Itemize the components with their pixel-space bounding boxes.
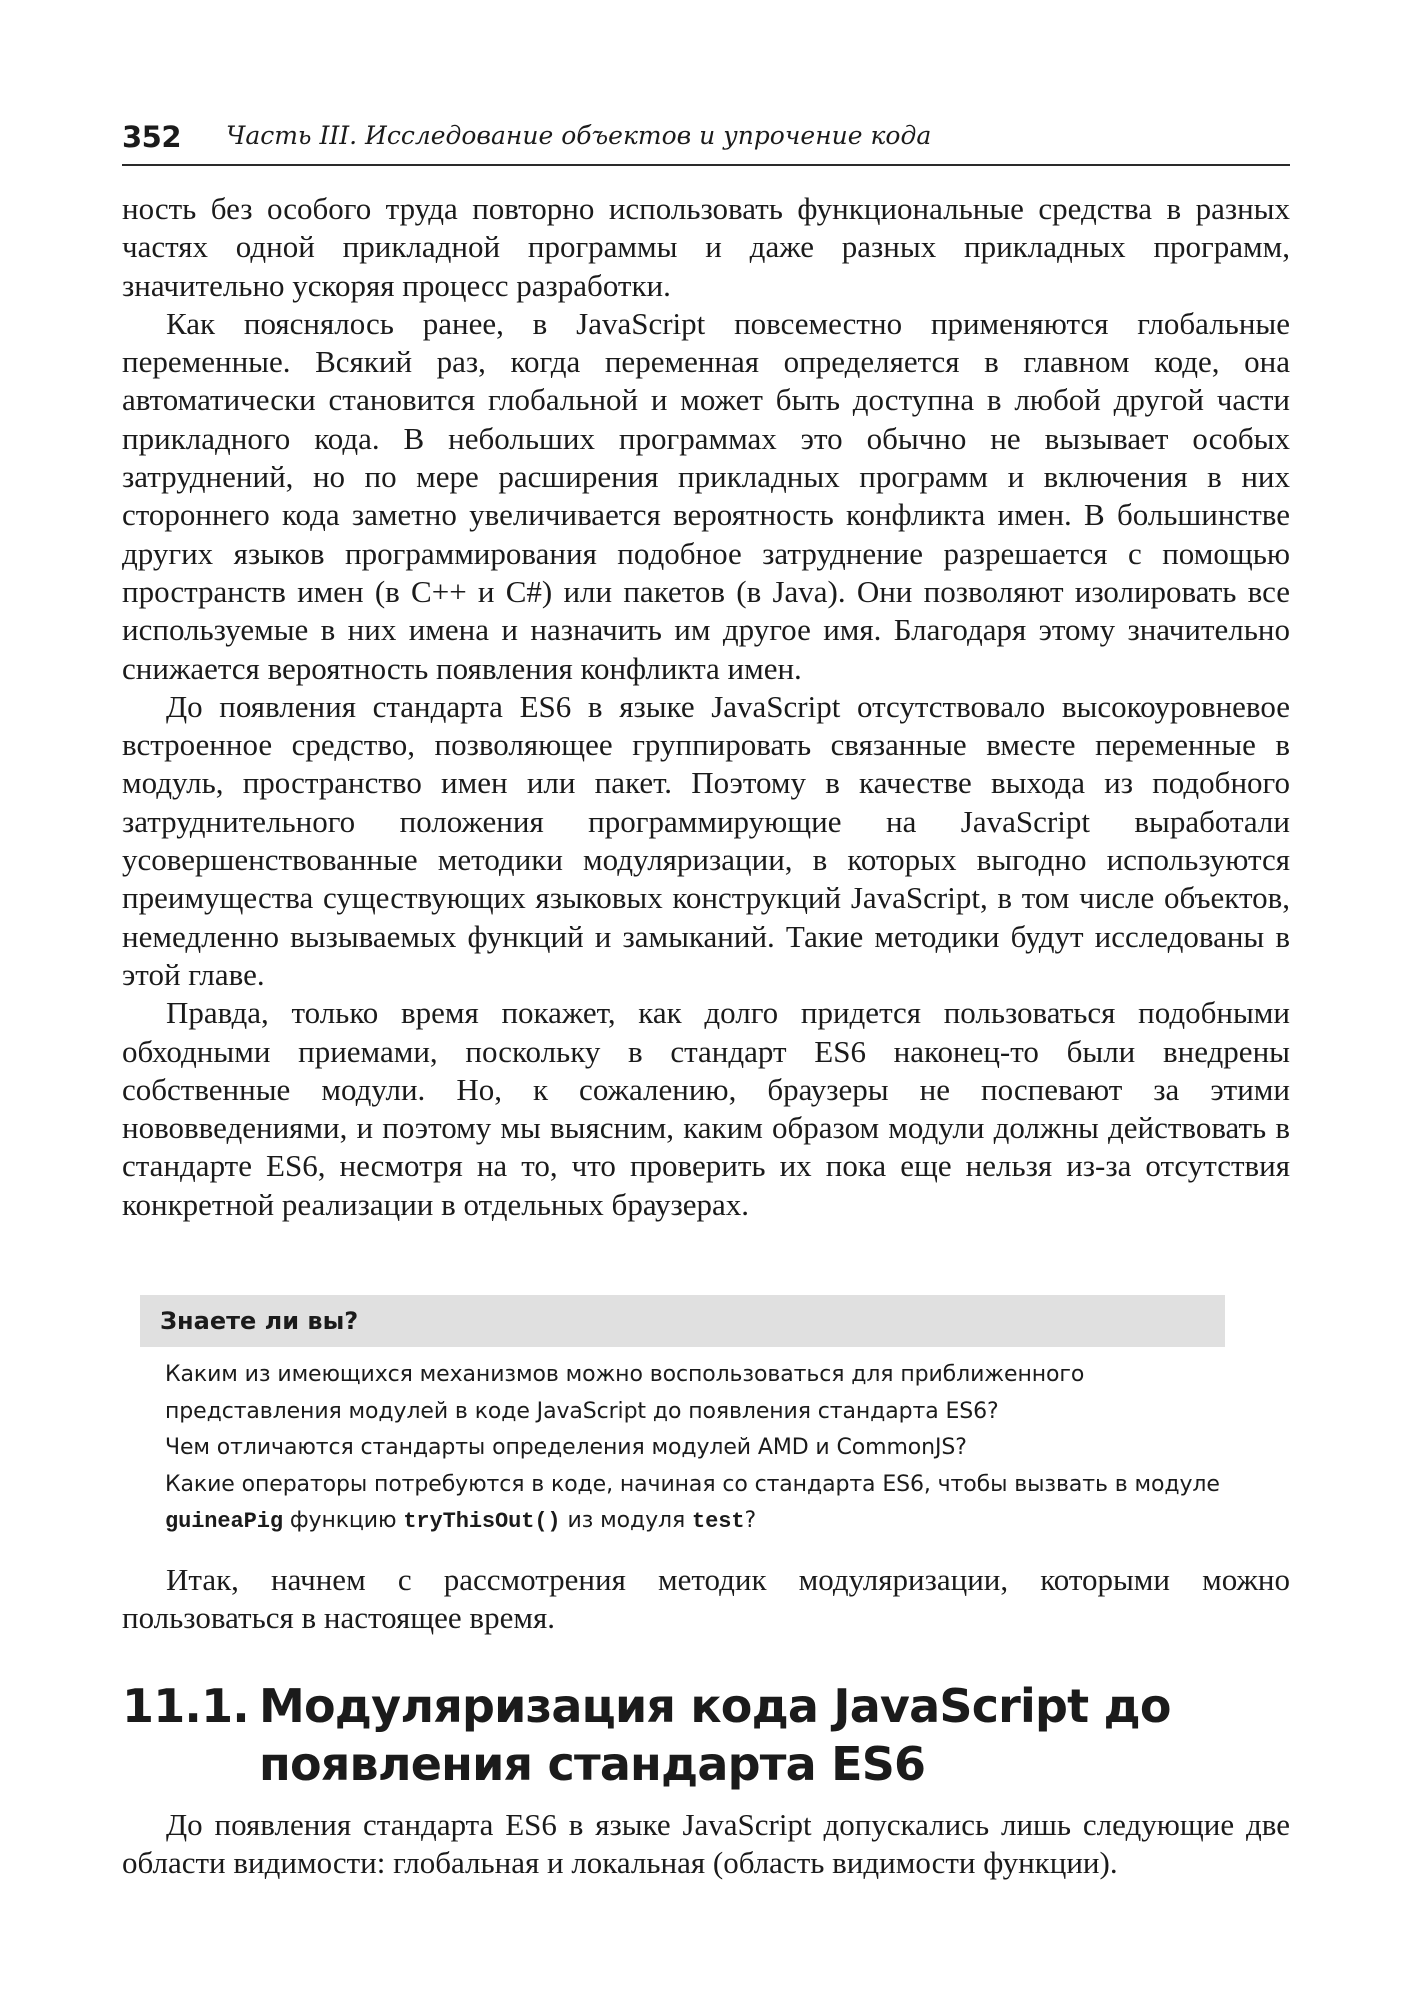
did-you-know-sidebar xyxy=(140,1295,1225,1541)
sidebar-title: Знаете ли вы? xyxy=(140,1295,1225,1347)
paragraph-global-variables: Как пояснялось ранее, в JavaScript повсеместно применяются глобальные переменные. Всякий раз, когда переменная определяется в главном коде, она автоматически становится глобальной и может быть доступна в любой другой части прикладного кода. В небольших программах это обычно не вызывает особых затруднений, но по мере расширения прикладных программ и включения в них стороннего кода заметно увеличивается вероятность конфликта имен. В большинстве других языков программирования подобное затруднение разрешается с помощью пространств имен (в С++ и С#) или пакетов (в Java). Они позволяют изолировать все используемые в них имена и назначить им другое имя. Благодаря этому значительно снижается вероятность появления конфликта имен. xyxy=(122,305,1290,686)
code-function-name: tryThisOut() xyxy=(403,1509,561,1534)
sidebar-question: Чем отличаются стандарты определения модулей AMD и CommonJS? xyxy=(165,1435,967,1460)
sidebar-questions xyxy=(140,1347,1225,1541)
page-number: 352 xyxy=(122,120,182,154)
page-header xyxy=(122,118,1290,166)
section-heading xyxy=(122,1677,1290,1793)
sidebar-question: Каким из имеющихся механизмов можно воспользоваться для приближенного представления модулей в коде JavaScript до появления стандарта ES6? xyxy=(165,1362,1085,1424)
question-text: Какие операторы потребуются в коде, начиная со стандарта ES6, чтобы вызвать в модуле xyxy=(165,1471,1220,1497)
running-head: Часть III. Исследование объектов и упрочение кода xyxy=(226,121,932,150)
section-body-text xyxy=(122,1806,1290,1883)
sidebar-question xyxy=(165,1467,1225,1541)
body-text xyxy=(122,190,1290,1224)
paragraph-es6-modules: Правда, только время покажет, как долго придется пользоваться подобными обходными приемами, поскольку в стандарт ES6 наконец-то были внедрены собственные модули. Но, к сожалению, браузеры не поспевают за этими нововведениями, и поэтому мы выясним, каким образом модули должны действовать в стандарте ES6, несмотря на то, что проверить их пока еще нельзя из-за отсутствия конкретной реализации в отдельных браузерах. xyxy=(122,995,1290,1222)
question-text: из модуля xyxy=(560,1508,693,1533)
code-module-name: test xyxy=(692,1509,745,1534)
section-number: 11.1. xyxy=(122,1679,249,1733)
section-title-line2: появления стандарта ES6 xyxy=(259,1737,926,1791)
after-sidebar-text xyxy=(122,1561,1290,1638)
section-title-line1: Модуляризация кода JavaScript до xyxy=(259,1679,1171,1733)
paragraph-scopes: До появления стандарта ES6 в языке JavaScript допускались лишь следующие две области видимости: глобальная и локальная (область видимости функции). xyxy=(122,1807,1290,1881)
question-text: ? xyxy=(744,1508,757,1533)
question-text: функцию xyxy=(282,1508,404,1533)
paragraph-modularization-techniques: До появления стандарта ES6 в языке JavaScript отсутствовало высокоуровневое встроенное средство, позволяющее группировать связанные вместе переменные в модуль, пространство имен или пакет. Поэтому в качестве выхода из подобного затруднительного положения программирующие на JavaScript выработали усовершенствованные методики модуляризации, в которых выгодно используются преимущества существующих языковых конструкций JavaScript, в том числе объектов, немедленно вызываемых функций и замыканий. Такие методики будут исследованы в этой главе. xyxy=(122,688,1290,992)
paragraph-intro-techniques: Итак, начнем с рассмотрения методик модуляризации, которыми можно пользоваться в настоящее время. xyxy=(122,1562,1290,1636)
code-module-name: guineaPig xyxy=(165,1509,283,1534)
section-heading-line1 xyxy=(122,1677,1290,1735)
paragraph-continued: ность без особого труда повторно использовать функциональные средства в разных частях одной прикладной программы и даже разных прикладных программ, значительно ускоряя процесс разработки. xyxy=(122,191,1290,303)
